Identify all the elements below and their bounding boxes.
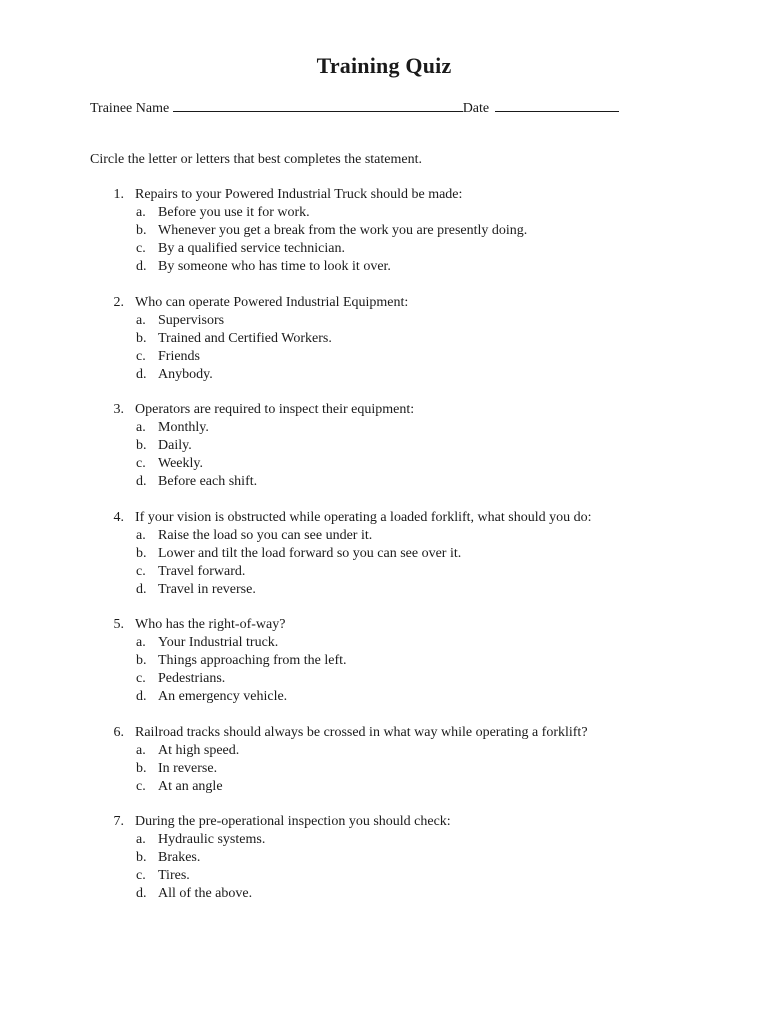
question-2 <box>100 294 740 384</box>
question-number: 1. <box>113 187 124 202</box>
answer-option[interactable] <box>100 563 740 581</box>
answer-option[interactable] <box>100 455 740 473</box>
option-letter: b. <box>136 223 147 238</box>
option-letter: b. <box>136 330 147 346</box>
option-text: Brakes. <box>158 850 201 865</box>
option-letter: d. <box>136 474 147 489</box>
option-text: Friends <box>158 348 200 364</box>
question-stem <box>100 401 740 419</box>
trainee-name-label: Trainee Name <box>90 101 170 116</box>
option-letter: a. <box>136 205 146 220</box>
answer-option[interactable] <box>100 742 740 760</box>
answer-option[interactable] <box>100 634 740 652</box>
option-letter: d. <box>136 259 147 274</box>
question-text: Operators are required to inspect their equipment: <box>135 402 415 417</box>
option-text: Trained and Certified Workers. <box>158 330 332 346</box>
question-number: 5. <box>113 617 124 632</box>
option-text: An emergency vehicle. <box>158 689 288 704</box>
question-list <box>100 186 740 921</box>
option-letter: d. <box>136 689 147 704</box>
option-text: Before each shift. <box>158 474 258 489</box>
option-text: At high speed. <box>158 742 240 758</box>
question-stem <box>100 509 740 527</box>
question-stem <box>100 186 740 204</box>
option-text: All of the above. <box>158 886 253 901</box>
option-text: Things approaching from the left. <box>158 653 347 668</box>
option-letter: b. <box>136 850 147 865</box>
option-text: Anybody. <box>158 366 213 382</box>
option-text: Monthly. <box>158 420 209 435</box>
option-text: Raise the load so you can see under it. <box>158 527 373 543</box>
answer-option[interactable] <box>100 204 740 222</box>
answer-option[interactable] <box>100 849 740 867</box>
question-text: If your vision is obstructed while operating a loaded forklift, what should you do: <box>135 509 592 525</box>
question-number: 6. <box>113 724 124 740</box>
date-label: Date <box>462 101 490 116</box>
answer-option[interactable] <box>100 885 740 903</box>
instructions: Circle the letter or letters that best completes the statement. <box>90 152 422 167</box>
question-3 <box>100 401 740 491</box>
option-text: Daily. <box>158 438 192 453</box>
option-letter: b. <box>136 760 147 776</box>
option-letter: b. <box>136 545 147 561</box>
answer-option[interactable] <box>100 831 740 849</box>
option-text: Lower and tilt the load forward so you can see over it. <box>158 545 462 561</box>
answer-option[interactable] <box>100 222 740 240</box>
answer-option[interactable] <box>100 581 740 599</box>
option-text: Travel forward. <box>158 563 246 579</box>
answer-option[interactable] <box>100 330 740 348</box>
question-6 <box>100 724 740 796</box>
option-letter: c. <box>136 241 146 256</box>
option-letter: b. <box>136 438 147 453</box>
option-letter: c. <box>136 456 146 471</box>
answer-option[interactable] <box>100 258 740 276</box>
answer-option[interactable] <box>100 652 740 670</box>
option-text: Whenever you get a break from the work you are presently doing. <box>158 223 528 238</box>
answer-option[interactable] <box>100 545 740 563</box>
answer-option[interactable] <box>100 867 740 885</box>
question-5 <box>100 616 740 706</box>
question-number: 3. <box>113 402 124 417</box>
option-letter: c. <box>136 671 146 686</box>
question-1 <box>100 186 740 276</box>
answer-option[interactable] <box>100 348 740 366</box>
option-text: Hydraulic systems. <box>158 832 266 847</box>
option-letter: b. <box>136 653 147 668</box>
option-text: By a qualified service technician. <box>158 241 345 256</box>
answer-option[interactable] <box>100 473 740 491</box>
option-letter: c. <box>136 348 146 364</box>
answer-option[interactable] <box>100 670 740 688</box>
question-stem <box>100 294 740 312</box>
answer-option[interactable] <box>100 240 740 258</box>
option-text: By someone who has time to look it over. <box>158 259 391 274</box>
answer-option[interactable] <box>100 778 740 796</box>
question-stem <box>100 616 740 634</box>
question-text: Who has the right-of-way? <box>135 617 286 632</box>
page-title: Training Quiz <box>316 53 452 78</box>
option-letter: c. <box>136 868 146 883</box>
option-letter: c. <box>136 563 146 579</box>
question-text: Who can operate Powered Industrial Equipment: <box>135 294 409 310</box>
answer-option[interactable] <box>100 366 740 384</box>
option-letter: a. <box>136 635 146 650</box>
option-letter: a. <box>136 312 146 328</box>
option-letter: d. <box>136 886 147 901</box>
trainee-info-line <box>90 98 619 117</box>
option-text: Your Industrial truck. <box>158 635 279 650</box>
option-text: Before you use it for work. <box>158 205 310 220</box>
option-letter: d. <box>136 366 147 382</box>
question-number: 7. <box>113 814 124 829</box>
question-7 <box>100 813 740 903</box>
question-text: Repairs to your Powered Industrial Truck should be made: <box>135 187 463 202</box>
option-letter: a. <box>136 742 146 758</box>
date-field[interactable] <box>495 98 619 112</box>
option-text: Tires. <box>158 868 190 883</box>
option-letter: a. <box>136 420 146 435</box>
trainee-name-field[interactable] <box>173 98 463 112</box>
option-letter: a. <box>136 832 146 847</box>
question-text: During the pre-operational inspection you should check: <box>135 814 451 829</box>
question-text: Railroad tracks should always be crossed in what way while operating a forklift? <box>135 724 588 740</box>
question-number: 4. <box>113 509 124 525</box>
answer-option[interactable] <box>100 527 740 545</box>
option-letter: a. <box>136 527 146 543</box>
option-text: In reverse. <box>158 760 218 776</box>
answer-option[interactable] <box>100 760 740 778</box>
option-text: Travel in reverse. <box>158 581 256 597</box>
answer-option[interactable] <box>100 419 740 437</box>
option-text: At an angle <box>158 778 223 794</box>
answer-option[interactable] <box>100 437 740 455</box>
option-text: Pedestrians. <box>158 671 226 686</box>
answer-option[interactable] <box>100 688 740 706</box>
option-text: Supervisors <box>158 312 225 328</box>
question-stem <box>100 724 740 742</box>
question-4 <box>100 509 740 599</box>
question-number: 2. <box>113 294 124 310</box>
question-stem <box>100 813 740 831</box>
option-text: Weekly. <box>158 456 204 471</box>
option-letter: c. <box>136 778 146 794</box>
answer-option[interactable] <box>100 312 740 330</box>
option-letter: d. <box>136 581 147 597</box>
